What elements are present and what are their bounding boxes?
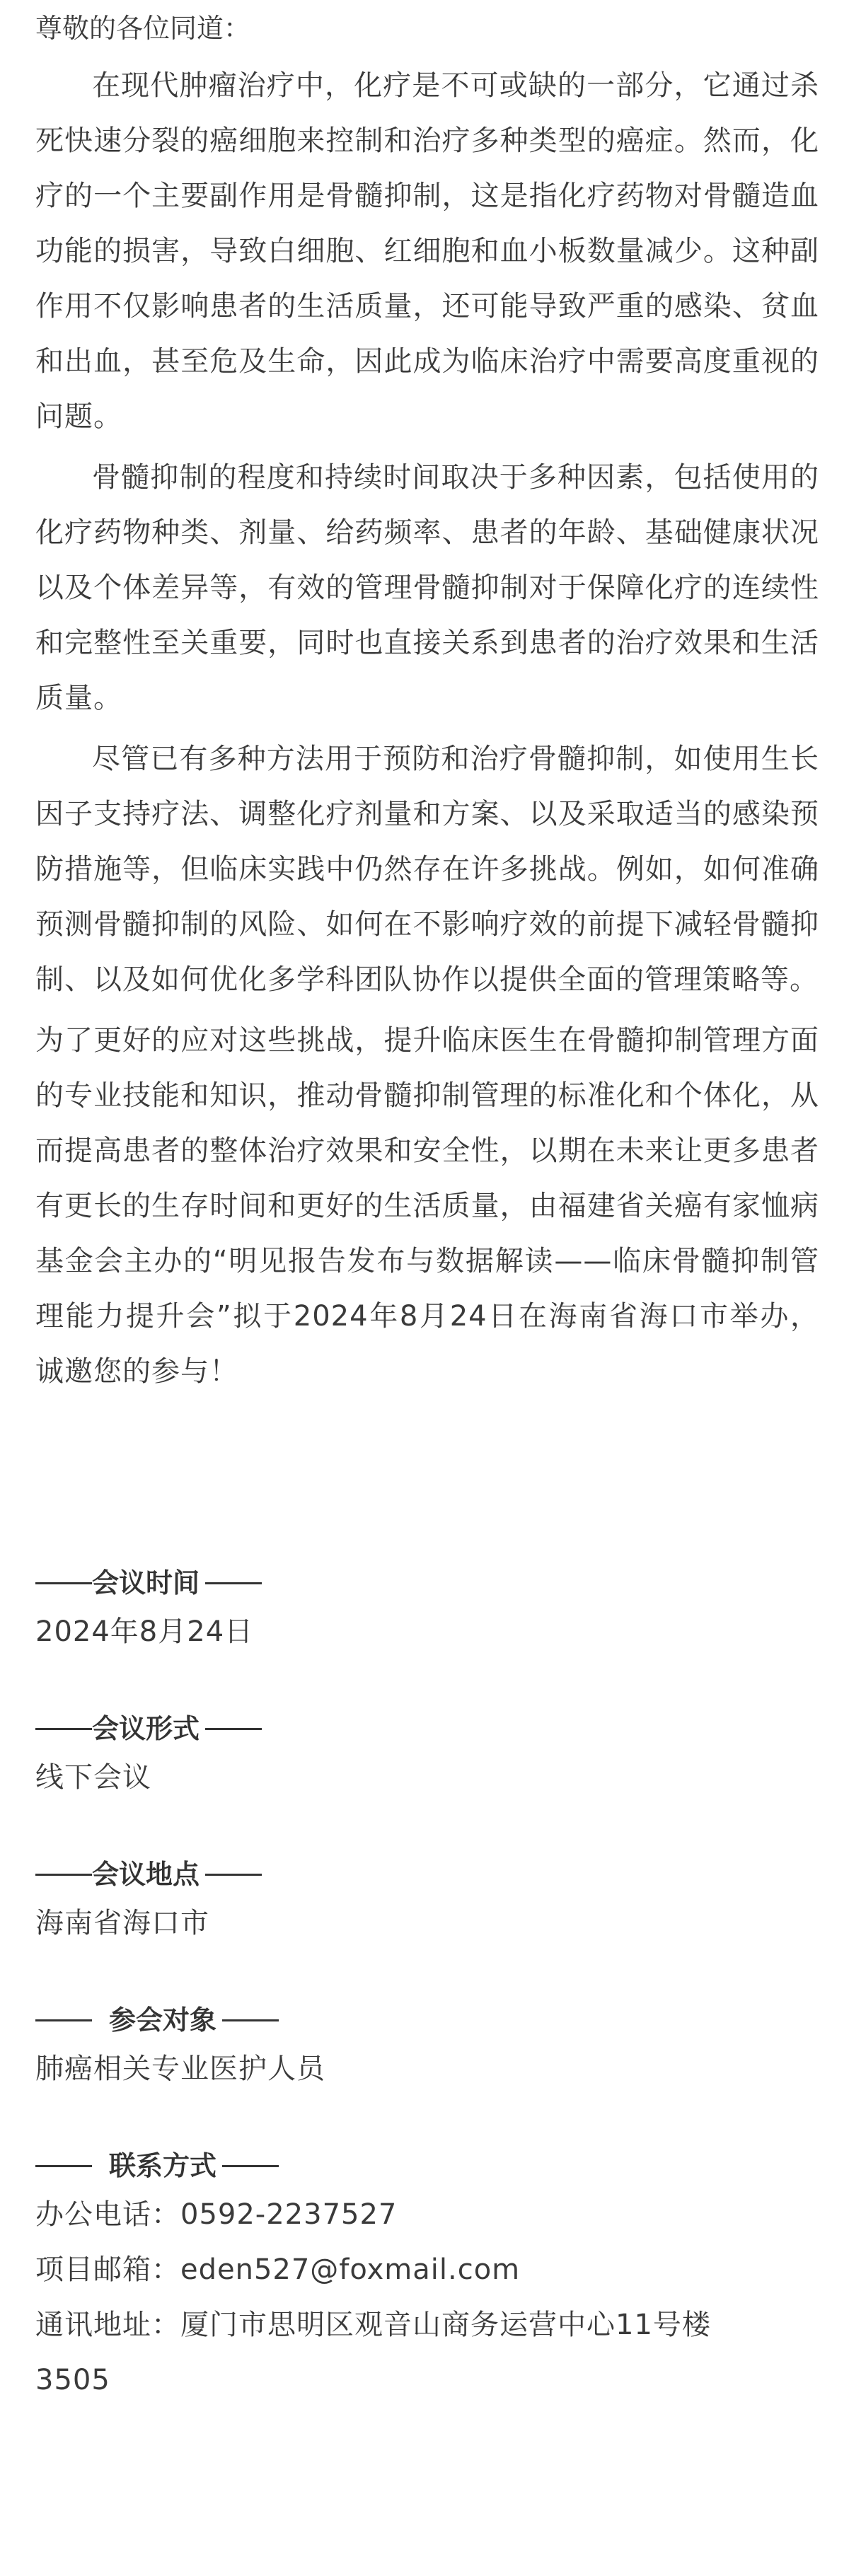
meeting-location-block — [35, 1853, 819, 1951]
meeting-format-value: 线下会议 — [35, 1761, 151, 1794]
contact-email: 项目邮箱：eden527@foxmail.com — [35, 2253, 521, 2286]
dash-divider — [222, 2019, 279, 2021]
meeting-audience-title: 参会对象 — [109, 2004, 217, 2036]
meeting-audience-value: 肺癌相关专业医护人员 — [35, 2053, 325, 2085]
meeting-location-title: 会议地点 — [92, 1859, 200, 1890]
dash-divider — [35, 2165, 92, 2167]
dash-divider — [205, 1728, 262, 1730]
meeting-time-value: 2024年8月24日 — [35, 1615, 254, 1648]
contact-address-continued: 3505 — [35, 2364, 110, 2396]
dash-divider — [35, 1582, 92, 1584]
contact-phone: 办公电话：0592-2237527 — [35, 2198, 398, 2231]
meeting-format-title: 会议形式 — [92, 1713, 200, 1744]
meeting-format-heading — [35, 1707, 819, 1750]
dash-divider — [205, 1582, 262, 1584]
contact-address: 通讯地址：厦门市思明区观音山商务运营中心11号楼 — [35, 2309, 711, 2341]
meeting-time-title: 会议时间 — [92, 1567, 200, 1599]
meeting-audience-heading — [35, 1999, 819, 2041]
paragraph-intro: 在现代肿瘤治疗中，化疗是不可或缺的一部分，它通过杀死快速分裂的癌细胞来控制和治疗多种类型的癌症。然而，化疗的一个主要副作用是骨髓抑制，这是指化疗药物对骨髓造血功能的损害，导致白细胞、红细胞和血小板数量减少。这种副作用不仅影响患者的生活质量，还可能导致严重的感染、贫血和出血，甚至危及生命，因此成为临床治疗中需要高度重视的问题。 — [35, 69, 819, 433]
salutation: 尊敬的各位同道： — [35, 13, 251, 44]
meeting-contact-block — [35, 2145, 819, 2408]
meeting-audience-block — [35, 1999, 819, 2096]
dash-divider — [205, 1874, 262, 1876]
meeting-contact-title: 联系方式 — [109, 2150, 217, 2181]
meeting-location-heading — [35, 1853, 819, 1896]
letter-body — [35, 58, 819, 1405]
dash-divider — [35, 1874, 92, 1876]
dash-divider — [222, 2165, 279, 2167]
dash-divider — [35, 1728, 92, 1730]
meeting-time-heading — [35, 1562, 819, 1604]
paragraph-challenges: 尽管已有多种方法用于预防和治疗骨髓抑制，如使用生长因子支持疗法、调整化疗剂量和方案、以及采取适当的感染预防措施等，但临床实践中仍然存在许多挑战。例如，如何准确预测骨髓抑制的风险、如何在不影响疗效的前提下减轻骨髓抑制、以及如何优化多学科团队协作以提供全面的管理策略等。 — [35, 743, 819, 996]
paragraph-factors: 骨髓抑制的程度和持续时间取决于多种因素，包括使用的化疗药物种类、剂量、给药频率、患者的年龄、基础健康状况以及个体差异等，有效的管理骨髓抑制对于保障化疗的连续性和完整性至关重要，同时也直接关系到患者的治疗效果和生活质量。 — [35, 461, 819, 714]
meeting-info — [35, 1562, 819, 2456]
paragraph-invitation: 为了更好的应对这些挑战，提升临床医生在骨髓抑制管理方面的专业技能和知识，推动骨髓抑制管理的标准化和个体化，从而提高患者的整体治疗效果和安全性，以期在未来让更多患者有更长的生存时间和更好的生活质量，由福建省关癌有家恤病基金会主办的“明见报告发布与数据解读——临床骨髓抑制管理能力提升会”拟于2024年8月24日在海南省海口市举办，诚邀您的参与！ — [35, 1024, 819, 1388]
meeting-location-value: 海南省海口市 — [35, 1907, 209, 1939]
dash-divider — [35, 2019, 92, 2021]
meeting-contact-heading — [35, 2145, 819, 2187]
meeting-format-block — [35, 1707, 819, 1805]
meeting-time-block — [35, 1562, 819, 1659]
